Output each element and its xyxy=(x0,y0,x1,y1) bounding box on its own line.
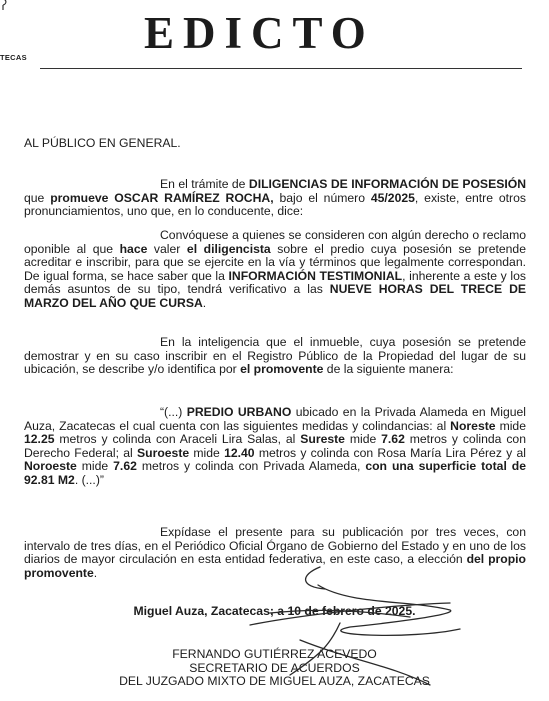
p3-bold-1: el promovente xyxy=(240,362,324,377)
p4-bold-10: con una superficie total de 92.81 M2 xyxy=(24,459,527,487)
p4-bold-8: Noroeste xyxy=(24,459,77,474)
p4-text-1: “(...) xyxy=(160,405,187,419)
p4-bold-9: 7.62 xyxy=(113,459,137,474)
p4-text-9: mide xyxy=(76,459,114,474)
p4-bold-5: 7.62 xyxy=(381,432,405,447)
p4-text-8: metros y colinda con Rosa María Lira Pérez y al xyxy=(254,445,526,460)
signer-name: FERNANDO GUTIÉRREZ ACEVEDO xyxy=(172,647,377,661)
p4-bold-6: Suroeste xyxy=(137,445,190,460)
p2-text-2: valer xyxy=(147,241,187,256)
p4-text-5: mide xyxy=(344,432,382,447)
paragraph-summons xyxy=(24,229,526,311)
p4-text-7: mide xyxy=(189,445,225,460)
p2-bold-1: hace xyxy=(119,241,148,256)
p1-bold-1: DILIGENCIAS DE INFORMACIÓN DE POSESIÓN xyxy=(248,177,526,191)
p1-bold-2: promueve OSCAR RAMÍREZ ROCHA, xyxy=(50,190,274,205)
p4-text-10: metros y colinda con Privada Alameda, xyxy=(136,459,366,474)
p4-bold-7: 12.40 xyxy=(224,445,255,460)
paragraph-publication xyxy=(24,526,526,580)
p4-text-3: mide xyxy=(495,418,526,433)
p2-bold-4: NUEVE HORAS DEL TRECE DE MARZO DEL AÑO QUE CURSA xyxy=(24,282,526,310)
p4-bold-3: 12.25 xyxy=(24,432,55,447)
salutation: AL PÚBLICO EN GENERAL. xyxy=(24,136,181,150)
p4-text-6: metros y colinda con Derecho Federal; al xyxy=(24,432,526,460)
p2-bold-3: INFORMACIÓN TESTIMONIAL xyxy=(228,268,403,283)
p4-bold-1: PREDIO URBANO xyxy=(186,405,292,419)
p2-bold-2: el diligencista xyxy=(186,241,271,256)
p5-text-1: Expídase el presente para su publicación por tres veces, con intervalo de tres días, en el Periódico Oficial Órgano de Gobierno del Estado y en uno de los diarios de mayor circulación en esta entidad federativa, en este caso, a elección xyxy=(24,525,526,567)
p1-text-4: , existe, entre otros pronunciamientos, uno que, en lo conducente, dice: xyxy=(24,190,526,219)
p1-text-1: En el trámite de xyxy=(160,177,249,191)
corner-text: TECAS xyxy=(0,53,27,62)
p2-text-1: Convóquese a quienes se consideren con algún derecho o reclamo oponible al que xyxy=(24,228,526,256)
p1-bold-3: 45/2025 xyxy=(370,190,415,205)
signature-block xyxy=(0,648,549,689)
p4-text-2: ubicado en la Privada Alameda en Miguel Auza, Zacatecas el cual cuenta con las siguientes medidas y colindancias: al xyxy=(24,405,526,433)
place-and-date: Miguel Auza, Zacatecas; a 10 de febrero de 2025. xyxy=(133,604,416,618)
paragraph-property-intro xyxy=(24,336,526,377)
paragraph-property-description xyxy=(24,406,526,488)
p3-text-2: de la siguiente manera: xyxy=(323,362,454,377)
p2-text-5: . xyxy=(202,295,207,310)
signer-court: DEL JUZGADO MIXTO DE MIGUEL AUZA, ZACATECAS xyxy=(119,674,430,689)
p2-text-3: sobre el predio cuya posesión se pretende acreditar e inscribir, para que se ejercite en la vía y términos que legalmente correspondan. De igual forma, se hace saber que la xyxy=(24,241,526,283)
p1-text-3: bajo el número xyxy=(273,190,371,205)
signer-position: SECRETARIO DE ACUERDOS xyxy=(189,660,360,675)
header-rule xyxy=(40,68,522,69)
p3-text-1: En la inteligencia que el inmueble, cuya posesión se pretende demostrar y en su caso inscribir en el Registro Público de la Propiedad del lugar de su ubicación, se describe y/o identifica por xyxy=(24,335,526,377)
corner-mark xyxy=(0,0,8,12)
p4-text-11: . (...)” xyxy=(74,472,104,487)
p5-text-2: . xyxy=(93,565,98,580)
p4-bold-4: Sureste xyxy=(300,432,345,447)
paragraph-procedure xyxy=(24,178,526,219)
p4-text-4: metros y colinda con Araceli Lira Salas, al xyxy=(54,432,301,447)
p5-bold-1: del propio promovente xyxy=(24,552,526,580)
document-title: EDICTO xyxy=(144,8,375,58)
p2-text-4: , inherente a este y los demás asuntos de su tipo, tendrá verificativo a las xyxy=(24,268,526,297)
p4-bold-2: Noreste xyxy=(450,418,496,433)
p1-text-2: que xyxy=(24,190,51,205)
